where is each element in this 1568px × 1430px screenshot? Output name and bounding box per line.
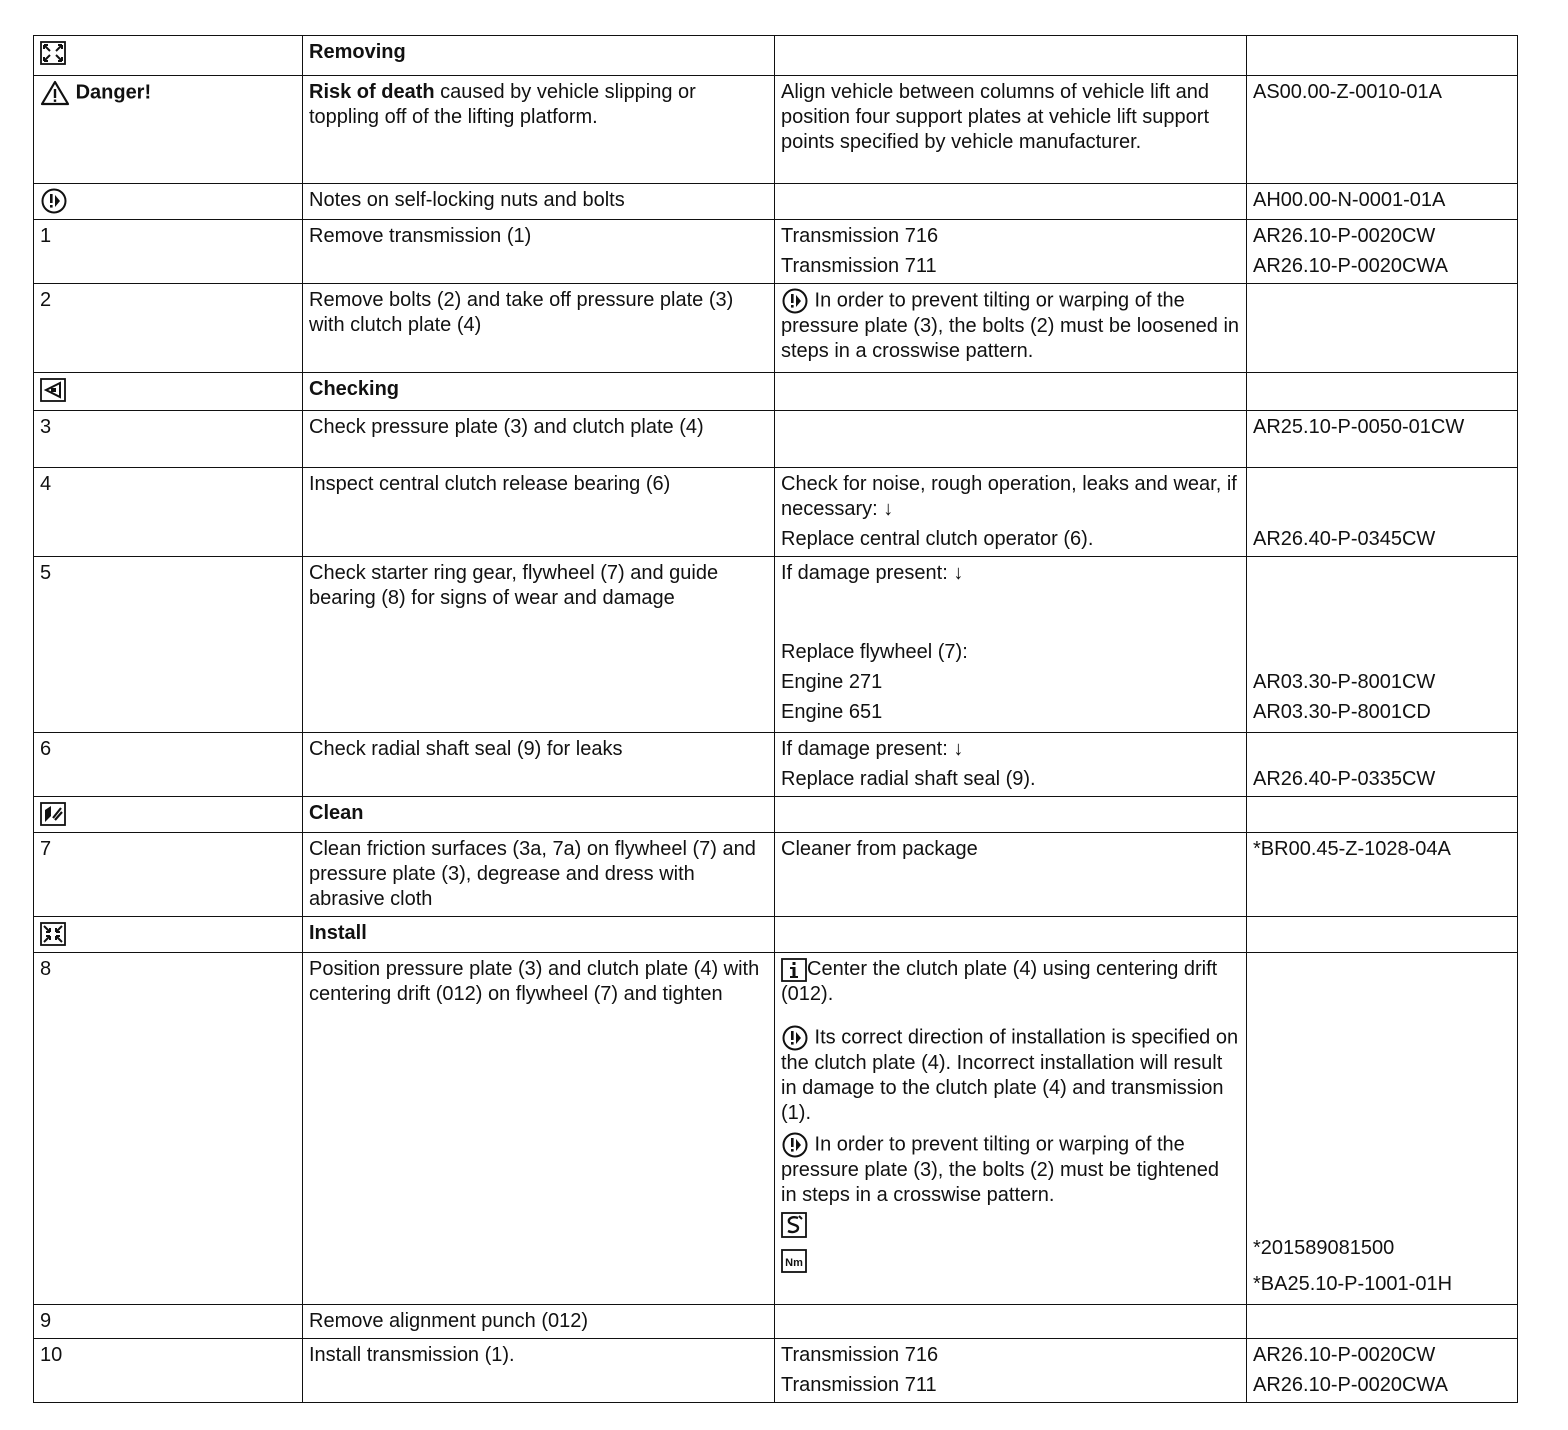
step-info: Center the clutch plate (4) using centering drift (012). — [781, 958, 1218, 1005]
step-note: In order to prevent tilting or warping of the pressure plate (3), the bolts (2) must be tightened in steps in a crosswise pattern. — [781, 1133, 1220, 1206]
step-number: 6 — [34, 733, 303, 797]
step-ref: AR03.30-P-8001CW — [1253, 671, 1436, 693]
step-ref: *BR00.45-Z-1028-04A — [1247, 833, 1518, 917]
note-icon — [40, 188, 68, 214]
step-action: Install transmission (1). — [303, 1339, 775, 1403]
step-action: Check radial shaft seal (9) for leaks — [303, 733, 775, 797]
section-row-checking — [34, 373, 1518, 411]
step-note: Cleaner from package — [775, 833, 1247, 917]
svg-text:Nm: Nm — [785, 1256, 803, 1269]
step-note: If damage present: ↓ — [781, 738, 964, 760]
section-row-removing — [34, 36, 1518, 76]
notes-ref: AH00.00-N-0001-01A — [1247, 184, 1518, 220]
torque-ref: *BA25.10-P-1001-01H — [1253, 1273, 1453, 1295]
tool-ref: *201589081500 — [1253, 1237, 1395, 1259]
note-icon — [781, 288, 809, 314]
step-row — [34, 953, 1518, 1305]
danger-instruction: Align vehicle between columns of vehicle lift and position four support plates at vehicle lift support points specified by vehicle manufacturer. — [775, 76, 1247, 184]
step-row — [34, 1339, 1518, 1403]
step-action: Remove transmission (1) — [303, 220, 775, 284]
step-row — [34, 220, 1518, 284]
step-number: 3 — [34, 411, 303, 468]
step-note: If damage present: ↓ — [781, 562, 964, 584]
note-icon — [781, 1132, 809, 1158]
step-action: Remove bolts (2) and take off pressure plate (3) with clutch plate (4) — [303, 284, 775, 373]
step-action: Check starter ring gear, flywheel (7) and guide bearing (8) for signs of wear and damage — [303, 557, 775, 733]
step-ref: AR26.10-P-0020CWA — [1253, 255, 1448, 277]
step-action: Position pressure plate (3) and clutch plate (4) with centering drift (012) on flywheel (7) and tighten — [303, 953, 775, 1305]
step-row — [34, 1305, 1518, 1339]
torque-icon — [781, 1249, 807, 1273]
step-row — [34, 557, 1518, 733]
warning-triangle-icon — [40, 80, 70, 106]
step-row — [34, 411, 1518, 468]
danger-ref: AS00.00-Z-0010-01A — [1247, 76, 1518, 184]
step-row — [34, 284, 1518, 373]
step-note: Transmission 716 — [781, 225, 939, 247]
step-note: Transmission 716 — [781, 1344, 939, 1366]
step-number: 10 — [34, 1339, 303, 1403]
section-row-clean — [34, 797, 1518, 833]
step-number: 7 — [34, 833, 303, 917]
step-note: Replace central clutch operator (6). — [781, 528, 1094, 550]
step-number: 4 — [34, 468, 303, 557]
step-note: Check for noise, rough operation, leaks and wear, if necessary: ↓ — [781, 473, 1237, 520]
step-ref: AR03.30-P-8001CD — [1253, 701, 1431, 723]
checking-icon — [40, 378, 66, 402]
engine-label: Engine 271 — [781, 671, 883, 693]
step-ref: AR26.40-P-0335CW — [1253, 768, 1436, 790]
note-icon — [781, 1025, 809, 1051]
step-note: Transmission 711 — [781, 1374, 937, 1396]
info-icon — [781, 958, 807, 982]
step-note: Replace flywheel (7): — [781, 641, 968, 663]
section-title: Removing — [303, 36, 775, 76]
step-ref: AR26.10-P-0020CWA — [1253, 1374, 1448, 1396]
special-tool-icon — [781, 1212, 807, 1238]
section-title: Install — [303, 917, 775, 953]
step-ref: AR26.10-P-0020CW — [1253, 1344, 1436, 1366]
danger-cell — [34, 76, 303, 184]
step-action: Clean friction surfaces (3a, 7a) on flywheel (7) and pressure plate (3), degrease and dress with abrasive cloth — [303, 833, 775, 917]
danger-row — [34, 76, 1518, 184]
step-number: 5 — [34, 557, 303, 733]
clean-icon — [40, 802, 66, 826]
step-action: Remove alignment punch (012) — [303, 1305, 775, 1339]
step-note: Its correct direction of installation is specified on the clutch plate (4). Incorrect installation will result in damage to the clutch plate (4) and transmission (1). — [781, 1026, 1239, 1124]
step-ref: AR26.40-P-0345CW — [1253, 528, 1436, 550]
step-action: Inspect central clutch release bearing (6) — [303, 468, 775, 557]
removal-icon — [40, 41, 66, 65]
engine-label: Engine 651 — [781, 701, 883, 723]
risk-cell — [303, 76, 775, 184]
step-number: 9 — [34, 1305, 303, 1339]
step-note: Transmission 711 — [781, 255, 937, 277]
step-note: Replace radial shaft seal (9). — [781, 768, 1036, 790]
step-row — [34, 733, 1518, 797]
notes-text: Notes on self-locking nuts and bolts — [303, 184, 775, 220]
section-row-install — [34, 917, 1518, 953]
step-row — [34, 468, 1518, 557]
step-row — [34, 833, 1518, 917]
step-number: 2 — [34, 284, 303, 373]
install-icon — [40, 922, 66, 946]
section-icon-cell — [34, 36, 303, 76]
section-title: Clean — [303, 797, 775, 833]
step-ref: AR25.10-P-0050-01CW — [1247, 411, 1518, 468]
step-number: 8 — [34, 953, 303, 1305]
notes-row — [34, 184, 1518, 220]
risk-text: caused by vehicle slipping or toppling off of the lifting platform. — [309, 81, 696, 128]
danger-label: Danger! — [75, 81, 152, 104]
procedure-table — [33, 35, 1518, 1403]
step-action: Check pressure plate (3) and clutch plate (4) — [303, 411, 775, 468]
section-title: Checking — [303, 373, 775, 411]
step-note: In order to prevent tilting or warping of the pressure plate (3), the bolts (2) must be loosened in steps in a crosswise pattern. — [781, 289, 1240, 362]
risk-bold: Risk of death — [309, 81, 435, 103]
step-ref: AR26.10-P-0020CW — [1253, 225, 1436, 247]
step-number: 1 — [34, 220, 303, 284]
